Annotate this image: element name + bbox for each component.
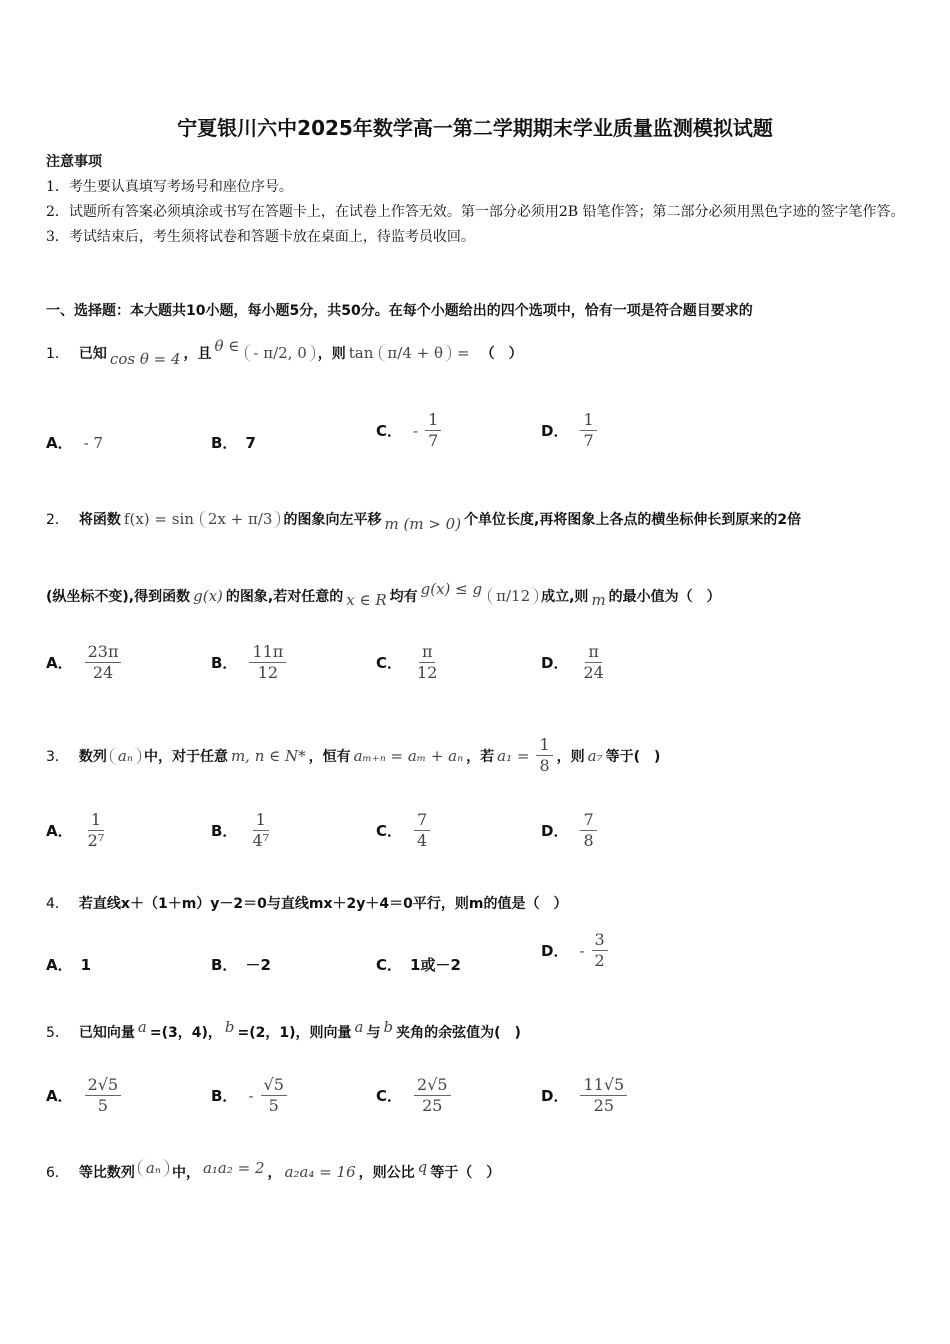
question-4 [46,893,567,913]
question-text: 已知向量 [78,1025,135,1041]
section-heading: 一、选择题：本大题共10小题，每小题5分，共50分。在每个小题给出的四个选项中，恰有一项是符合题目要求的 [46,303,753,319]
math-expr: a [137,1018,147,1036]
math-expr: x ∈ R [346,591,387,609]
math-expr: m (m > 0) [384,515,462,533]
question-text: ， [267,1165,282,1181]
denominator: 7 [428,431,439,450]
question-text: （ ） [480,346,523,362]
question-text: 若直线x＋（1＋m）y－2＝0与直线mx＋2y＋4＝0平行，则m的值是（ ） [78,896,568,912]
denominator: 25 [593,1096,614,1115]
question-text: (纵坐标不变),得到函数 [46,589,191,605]
option-value: - 7 [83,433,103,452]
option-label: D． [541,822,569,840]
question-text: 将函数 [78,512,121,528]
denominator: 24 [92,663,114,682]
denominator: 8 [539,756,550,775]
numerator: 11π [249,642,286,663]
denominator: 24 [583,663,604,682]
question-text: 已知 [78,346,107,362]
fraction [580,810,596,851]
question-text: 的图象向左平移 [283,512,382,528]
math-expr: m, n ∈ N* [230,746,306,765]
math-expr: a [354,1018,364,1036]
option-sign: - [579,941,585,960]
notes-item: 2．试题所有答案必须填涂或书写在答题卡上，在试卷上作答无效。第一部分必须用2B 铅笔作答；第二部分必须用黑色字迹的签字笔作答。 [46,204,905,220]
numerator: π [419,642,436,663]
math-expr: = [457,344,470,362]
fraction [85,1075,122,1116]
option-d[interactable] [541,810,601,851]
option-a[interactable] [46,954,91,975]
question-text: 等比数列 [78,1165,135,1181]
question-5 [46,1018,521,1042]
question-number: 1． [46,346,69,362]
fraction [85,642,122,683]
question-text: 的最小值为（ ） [608,589,721,605]
option-label: D． [541,422,569,440]
option-value: 1 [80,955,92,974]
question-number: 5． [46,1025,69,1041]
fraction [249,642,286,683]
numerator: 1 [580,410,596,431]
question-text: 个单位长度,再将图象上各点的横坐标伸长到原来的2倍 [464,512,802,528]
option-c[interactable] [376,410,445,451]
math-expr: g(x) [193,587,223,605]
fraction [580,642,606,683]
option-b[interactable] [211,954,271,975]
question-text: 的图象,若对任意的 [225,589,344,605]
question-text: 等于( ) [605,748,661,765]
math-expr: π/4 + θ [387,344,444,362]
option-b[interactable] [211,810,276,851]
option-label: B． [211,822,238,840]
math-expr: tan [348,344,374,362]
notes-item: 1．考生要认真填写考场号和座位序号。 [46,179,293,195]
math-paren [200,510,281,528]
denominator: 4⁷ [252,831,270,850]
question-number: 4． [46,896,69,912]
question-text: =(2，1)，则向量 [237,1025,352,1041]
question-text: ，若 [466,748,495,765]
math-expr: - π/2, 0 [253,344,307,362]
numerator: 7 [580,810,596,831]
numerator: 1 [536,735,552,756]
question-text: 夹角的余弦值为( ) [396,1025,521,1041]
question-number: 2． [46,512,69,528]
fraction [536,735,552,776]
option-label: D． [541,1087,569,1105]
option-label: C． [376,654,403,672]
question-text: 均有 [389,589,418,605]
notes-item: 3．考试结束后，考生须将试卷和答题卡放在桌面上，待监考员收回。 [46,229,475,245]
option-a[interactable] [46,432,106,453]
option-label: B． [211,654,238,672]
option-label: B． [211,956,238,974]
math-expr: f(x) = sin [123,510,194,528]
math-expr: 2x + π/3 [207,510,273,528]
fraction [580,410,596,451]
option-b[interactable] [211,642,290,683]
option-d[interactable] [541,1075,631,1116]
fraction [85,810,108,851]
math-expr: m [591,591,606,609]
page-title: 宁夏银川六中2025年数学高一第二学期期末学业质量监测模拟试题 [177,116,773,140]
option-d[interactable] [541,642,611,683]
fraction [414,642,440,683]
question-text: ，则 [317,346,346,362]
option-value: 1或－2 [410,956,461,974]
option-label: D． [541,654,569,672]
option-label: B． [211,434,238,452]
fraction [592,930,608,971]
math-paren [245,344,314,362]
math-expr: b [224,1018,235,1036]
option-c[interactable] [376,642,444,683]
notes-section [46,150,916,250]
question-2-cont [46,580,721,609]
math-expr: θ ∈ [214,337,240,355]
option-sign: - [248,1086,254,1105]
question-text: 数列 [78,748,107,765]
question-text: =(3，4)， [149,1025,222,1041]
denominator: 12 [257,663,279,682]
option-label: A． [46,434,73,452]
option-label: A． [46,654,73,672]
question-text: 成立,则 [541,589,589,605]
option-b[interactable] [211,1075,291,1116]
fraction [425,410,441,451]
denominator: 25 [422,1096,443,1115]
denominator: 4 [417,831,428,850]
math-expr: b [383,1018,394,1036]
option-b[interactable] [211,432,256,453]
question-text: 中，对于任意 [143,748,228,765]
question-6 [46,1158,501,1182]
option-a[interactable] [46,1075,125,1116]
math-expr: g(x) ≤ g [420,580,483,598]
notes-heading: 注意事项 [46,154,102,170]
math-paren [379,344,451,362]
numerator: 2√5 [414,1075,451,1096]
fraction [414,1075,451,1116]
question-1 [46,338,523,368]
numerator: 3 [592,930,608,951]
numerator: 11√5 [580,1075,627,1096]
numerator: 1 [253,810,269,831]
option-a[interactable] [46,810,111,851]
math-expr: aₙ [145,1159,161,1177]
option-d[interactable] [541,410,601,451]
question-text: 中， [171,1165,200,1181]
math-expr: a₁ = [497,746,530,765]
option-label: A． [46,1087,73,1105]
option-value: －2 [245,956,271,974]
question-3 [46,735,660,776]
math-paren [138,1159,169,1177]
option-label: C． [376,1087,403,1105]
denominator: 5 [268,1096,279,1115]
option-label: C． [376,822,403,840]
question-text: ，则公比 [358,1165,415,1181]
option-label: C． [376,956,403,974]
question-text: 与 [366,1025,381,1041]
option-label: C． [376,422,403,440]
option-label: D． [541,942,569,960]
numerator: π [585,642,602,663]
option-a[interactable] [46,642,125,683]
denominator: 5 [97,1096,108,1115]
denominator: 8 [583,831,594,850]
question-2 [46,505,801,533]
option-value: 7 [245,433,256,452]
fraction [414,810,430,851]
math-paren [110,747,141,765]
math-expr: a₂a₄ = 16 [284,1163,356,1181]
numerator: 1 [425,410,441,431]
denominator: 12 [417,663,438,682]
option-sign: - [413,421,419,440]
math-expr: aₘ₊ₙ = aₘ + aₙ [353,746,464,765]
math-paren [488,587,538,605]
question-number: 6． [46,1165,69,1181]
numerator: 1 [88,810,104,831]
option-d[interactable] [541,930,612,971]
option-c[interactable] [376,1075,455,1116]
math-expr: aₙ [117,746,133,765]
option-label: A． [46,956,73,974]
question-text: 等于（ ） [430,1165,501,1181]
question-text: ，恒有 [308,748,351,765]
option-c[interactable] [376,954,461,975]
numerator: 2√5 [85,1075,122,1096]
math-expr: q [417,1158,428,1176]
question-text: ，且 [183,346,212,362]
math-expr: a₇ [587,746,603,765]
fraction [580,1075,627,1116]
denominator: 2⁷ [87,831,105,850]
question-number: 3． [46,748,69,765]
question-text: ，则 [556,748,585,765]
fraction [249,810,272,851]
option-label: A． [46,822,73,840]
option-c[interactable] [376,810,434,851]
numerator: 23π [85,642,122,663]
math-expr: π/12 [496,587,531,605]
denominator: 7 [583,431,594,450]
fraction [261,1075,287,1116]
math-expr: cos θ = 4 [109,350,181,368]
option-label: B． [211,1087,238,1105]
math-expr: a₁a₂ = 2 [202,1159,265,1177]
denominator: 2 [594,951,605,970]
numerator: √5 [261,1075,287,1096]
numerator: 7 [414,810,430,831]
